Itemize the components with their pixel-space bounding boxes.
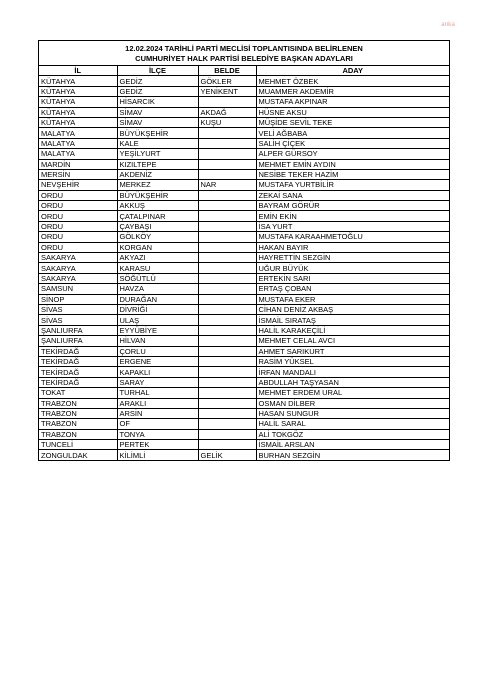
cell-aday: HALİL SARAL: [256, 419, 449, 429]
cell-ilce: KIZILTEPE: [117, 159, 198, 169]
table-row: [39, 107, 449, 117]
cell-ilce: HİLVAN: [117, 336, 198, 346]
cell-il: TRABZON: [39, 419, 117, 429]
cell-ilce: DİVRİĞİ: [117, 304, 198, 314]
cell-il: MARDİN: [39, 159, 117, 169]
cell-belde: [198, 356, 256, 366]
cell-il: MALATYA: [39, 138, 117, 148]
table-row: [39, 201, 449, 211]
cell-il: SAKARYA: [39, 253, 117, 263]
cell-belde: [198, 388, 256, 398]
cell-ilce: ÇAYBAŞI: [117, 221, 198, 231]
cell-il: TOKAT: [39, 388, 117, 398]
cell-aday: AHMET SARIKURT: [256, 346, 449, 356]
table-row: [39, 86, 449, 96]
cell-aday: HAYRETTİN SEZGİN: [256, 253, 449, 263]
table-row: [39, 388, 449, 398]
cell-aday: SALİH ÇİÇEK: [256, 138, 449, 148]
table-row: [39, 429, 449, 439]
cell-belde: [198, 221, 256, 231]
cell-ilce: AKKUŞ: [117, 201, 198, 211]
cell-aday: MEHMET CELAL AVCI: [256, 336, 449, 346]
cell-belde: [198, 408, 256, 418]
cell-aday: MUAMMER AKDEMİR: [256, 86, 449, 96]
cell-belde: [198, 190, 256, 200]
cell-belde: [198, 242, 256, 252]
cell-ilce: SÖĞÜTLÜ: [117, 273, 198, 283]
cell-ilce: TONYA: [117, 429, 198, 439]
cell-il: TEKİRDAĞ: [39, 367, 117, 377]
table-row: [39, 408, 449, 418]
cell-il: ORDU: [39, 232, 117, 242]
cell-aday: ERTAŞ ÇOBAN: [256, 284, 449, 294]
cell-il: TRABZON: [39, 398, 117, 408]
cell-belde: [198, 419, 256, 429]
table-row: [39, 97, 449, 107]
cell-belde: [198, 211, 256, 221]
table-row: [39, 169, 449, 179]
cell-aday: İSA YURT: [256, 221, 449, 231]
cell-belde: [198, 128, 256, 138]
column-header-il: İL: [39, 66, 117, 76]
cell-ilce: YEŞİLYURT: [117, 149, 198, 159]
cell-ilce: DURAĞAN: [117, 294, 198, 304]
cell-ilce: ÇORLU: [117, 346, 198, 356]
cell-il: TUNCELİ: [39, 440, 117, 450]
cell-aday: HALİL KARAKEÇİLİ: [256, 325, 449, 335]
cell-ilce: GEDİZ: [117, 76, 198, 86]
cell-il: KÜTAHYA: [39, 107, 117, 117]
cell-aday: BAYRAM GÖRÜR: [256, 201, 449, 211]
cell-belde: [198, 315, 256, 325]
cell-ilce: ARAKLI: [117, 398, 198, 408]
table-row: [39, 159, 449, 169]
cell-belde: [198, 159, 256, 169]
cell-il: ZONGULDAK: [39, 450, 117, 460]
table-row: [39, 117, 449, 127]
table-row: [39, 284, 449, 294]
cell-il: MALATYA: [39, 149, 117, 159]
table-row: [39, 304, 449, 314]
cell-ilce: ULAŞ: [117, 315, 198, 325]
table-row: [39, 356, 449, 366]
cell-ilce: ÇATALPINAR: [117, 211, 198, 221]
cell-ilce: KORGAN: [117, 242, 198, 252]
cell-ilce: MERKEZ: [117, 180, 198, 190]
cell-il: ORDU: [39, 242, 117, 252]
cell-il: ORDU: [39, 190, 117, 200]
cell-belde: [198, 149, 256, 159]
cell-ilce: GÖLKÖY: [117, 232, 198, 242]
table-row: [39, 253, 449, 263]
table-row: [39, 221, 449, 231]
cell-aday: MEHMET ÖZBEK: [256, 76, 449, 86]
cell-ilce: SİMAV: [117, 107, 198, 117]
cell-ilce: PERTEK: [117, 440, 198, 450]
cell-belde: [198, 138, 256, 148]
document-title: [39, 41, 449, 65]
title-line-1: 12.02.2024 TARİHLİ PARTİ MECLİSİ TOPLANTISINDA BELİRLENEN: [125, 44, 363, 53]
table-row: [39, 294, 449, 304]
cell-ilce: GEDİZ: [117, 86, 198, 96]
cell-ilce: KAPAKLI: [117, 367, 198, 377]
table-row: [39, 273, 449, 283]
cell-belde: [198, 429, 256, 439]
column-header-ilce: İLÇE: [117, 66, 198, 76]
column-header-aday: ADAY: [256, 66, 449, 76]
table-row: [39, 232, 449, 242]
cell-ilce: KİLİMLİ: [117, 450, 198, 460]
cell-belde: [198, 294, 256, 304]
cell-belde: [198, 440, 256, 450]
cell-belde: YENİKENT: [198, 86, 256, 96]
cell-il: ORDU: [39, 221, 117, 231]
cell-il: SİVAS: [39, 315, 117, 325]
cell-aday: CİHAN DENİZ AKBAŞ: [256, 304, 449, 314]
cell-belde: NAR: [198, 180, 256, 190]
cell-belde: [198, 284, 256, 294]
cell-aday: MUSTAFA KARAAHMETOĞLU: [256, 232, 449, 242]
cell-belde: [198, 346, 256, 356]
candidate-list-document: [38, 40, 450, 461]
cell-il: MERSİN: [39, 169, 117, 179]
table-row: [39, 315, 449, 325]
cell-belde: [198, 169, 256, 179]
table-row: [39, 440, 449, 450]
cell-ilce: HİSARCIK: [117, 97, 198, 107]
cell-belde: [198, 304, 256, 314]
cell-il: TEKİRDAĞ: [39, 377, 117, 387]
cell-aday: MÜŞİDE SEVİL TEKE: [256, 117, 449, 127]
cell-belde: GELİK: [198, 450, 256, 460]
cell-ilce: KALE: [117, 138, 198, 148]
cell-il: SAMSUN: [39, 284, 117, 294]
cell-ilce: AKYAZI: [117, 253, 198, 263]
cell-belde: [198, 377, 256, 387]
cell-aday: VELİ AĞBABA: [256, 128, 449, 138]
cell-il: ORDU: [39, 201, 117, 211]
table-row: [39, 128, 449, 138]
cell-belde: [198, 263, 256, 273]
cell-il: SİNOP: [39, 294, 117, 304]
table-row: [39, 398, 449, 408]
table-row: [39, 211, 449, 221]
cell-il: ŞANLIURFA: [39, 336, 117, 346]
cell-belde: [198, 398, 256, 408]
cell-aday: MEHMET ERDEM URAL: [256, 388, 449, 398]
table-row: [39, 190, 449, 200]
table-row: [39, 336, 449, 346]
cell-aday: HASAN SUNGUR: [256, 408, 449, 418]
cell-belde: KUŞU: [198, 117, 256, 127]
cell-belde: [198, 367, 256, 377]
table-row: [39, 377, 449, 387]
cell-belde: [198, 336, 256, 346]
table-row: [39, 346, 449, 356]
cell-ilce: ARSİN: [117, 408, 198, 418]
cell-belde: [198, 325, 256, 335]
cell-il: KÜTAHYA: [39, 76, 117, 86]
cell-aday: NESİBE TEKER HAZİM: [256, 169, 449, 179]
cell-belde: [198, 273, 256, 283]
cell-il: KÜTAHYA: [39, 86, 117, 96]
table-row: [39, 138, 449, 148]
cell-il: MALATYA: [39, 128, 117, 138]
cell-aday: ERTEKİN SARI: [256, 273, 449, 283]
cell-aday: MUSTAFA EKER: [256, 294, 449, 304]
cell-ilce: KARASU: [117, 263, 198, 273]
cell-ilce: TURHAL: [117, 388, 198, 398]
cell-ilce: HAVZA: [117, 284, 198, 294]
cell-aday: İRFAN MANDALI: [256, 367, 449, 377]
cell-il: TEKİRDAĞ: [39, 356, 117, 366]
cell-aday: OSMAN DİLBER: [256, 398, 449, 408]
cell-belde: AKDAĞ: [198, 107, 256, 117]
cell-il: TRABZON: [39, 408, 117, 418]
cell-aday: MEHMET EMİN AYDIN: [256, 159, 449, 169]
cell-il: TEKİRDAĞ: [39, 346, 117, 356]
table-row: [39, 263, 449, 273]
cell-aday: İSMAİL ARSLAN: [256, 440, 449, 450]
cell-ilce: OF: [117, 419, 198, 429]
cell-belde: [198, 201, 256, 211]
column-header-belde: BELDE: [198, 66, 256, 76]
table-header-row: [39, 66, 449, 76]
cell-il: TRABZON: [39, 429, 117, 439]
cell-il: SAKARYA: [39, 273, 117, 283]
cell-ilce: SARAY: [117, 377, 198, 387]
table-row: [39, 180, 449, 190]
cell-il: SİVAS: [39, 304, 117, 314]
cell-il: KÜTAHYA: [39, 117, 117, 127]
cell-aday: UĞUR BÜYÜK: [256, 263, 449, 273]
cell-il: NEVŞEHİR: [39, 180, 117, 190]
cell-il: ŞANLIURFA: [39, 325, 117, 335]
cell-ilce: EYYÜBİYE: [117, 325, 198, 335]
cell-aday: HÜSNE AKSU: [256, 107, 449, 117]
cell-aday: RASİM YÜKSEL: [256, 356, 449, 366]
cell-ilce: SİMAV: [117, 117, 198, 127]
cell-aday: ALİ TOKGÖZ: [256, 429, 449, 439]
cell-aday: BURHAN SEZGİN: [256, 450, 449, 460]
cell-aday: MUSTAFA AKPINAR: [256, 97, 449, 107]
cell-belde: [198, 253, 256, 263]
cell-il: ORDU: [39, 211, 117, 221]
cell-aday: İSMAİL SIRATAŞ: [256, 315, 449, 325]
cell-aday: ZEKAİ SANA: [256, 190, 449, 200]
cell-aday: EMİN EKİN: [256, 211, 449, 221]
cell-belde: [198, 232, 256, 242]
cell-ilce: BÜYÜKŞEHİR: [117, 190, 198, 200]
cell-aday: MUSTAFA YURTBİLİR: [256, 180, 449, 190]
table-row: [39, 242, 449, 252]
cell-ilce: ERGENE: [117, 356, 198, 366]
cell-ilce: AKDENİZ: [117, 169, 198, 179]
table-row: [39, 450, 449, 460]
cell-aday: ALPER GÜRSOY: [256, 149, 449, 159]
table-row: [39, 149, 449, 159]
cell-aday: ABDULLAH TAŞYASAN: [256, 377, 449, 387]
table-row: [39, 325, 449, 335]
cell-belde: [198, 97, 256, 107]
cell-belde: GÖKLER: [198, 76, 256, 86]
watermark-logo: anka: [441, 22, 455, 28]
table-row: [39, 76, 449, 86]
title-line-2: CUMHURİYET HALK PARTİSİ BELEDİYE BAŞKAN ADAYLARI: [135, 54, 353, 63]
cell-aday: HAKAN BAYIR: [256, 242, 449, 252]
table-row: [39, 367, 449, 377]
cell-ilce: BÜYÜKŞEHİR: [117, 128, 198, 138]
cell-il: KÜTAHYA: [39, 97, 117, 107]
cell-il: SAKARYA: [39, 263, 117, 273]
table-row: [39, 419, 449, 429]
candidates-table: [39, 65, 449, 460]
